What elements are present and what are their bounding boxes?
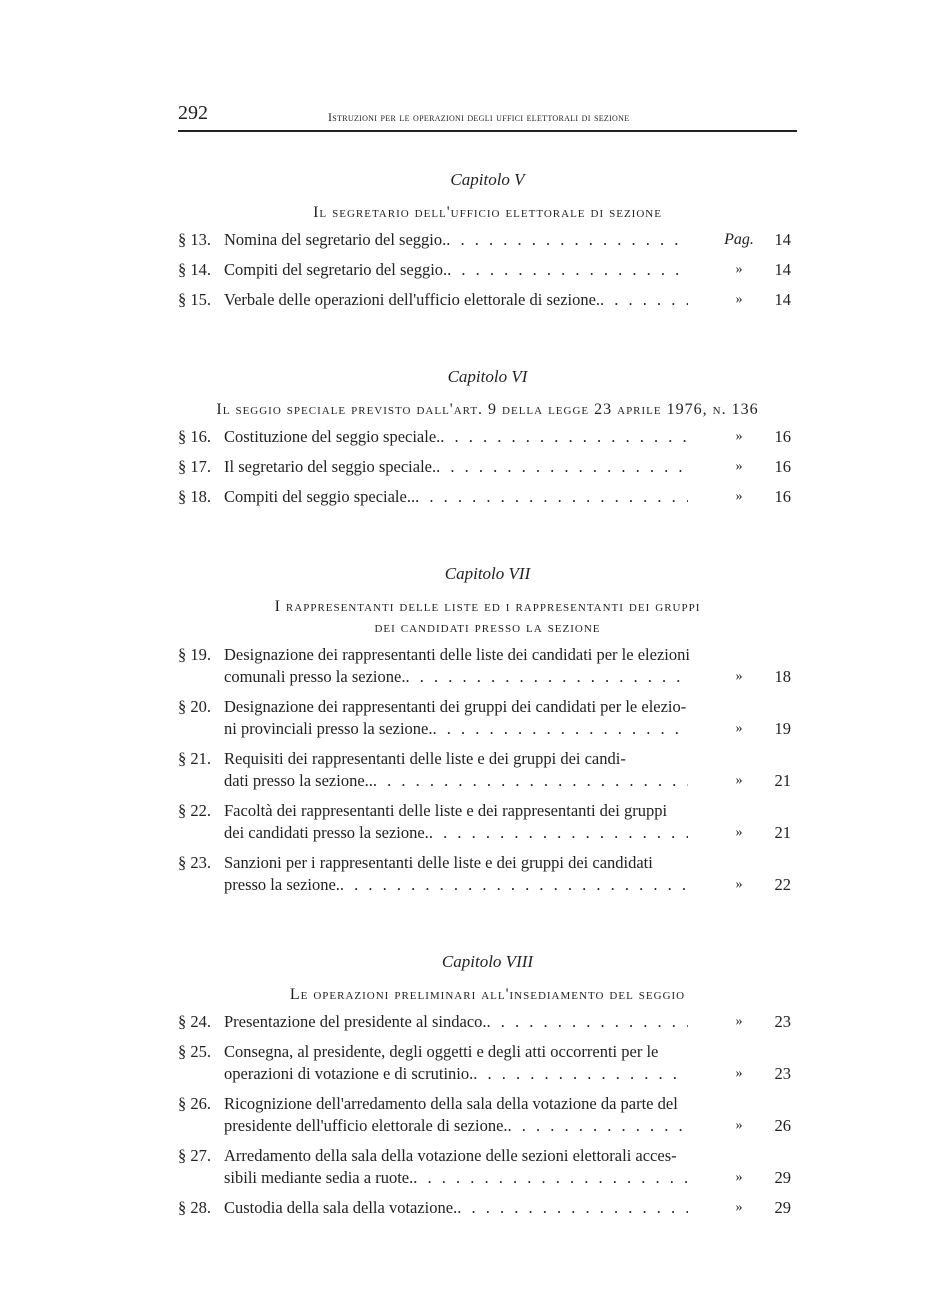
section-number: § 23. [178, 853, 211, 872]
entry-title [224, 1197, 714, 1219]
entry-text: Compiti del segretario del seggio. [224, 260, 448, 279]
entry-title [224, 456, 714, 478]
entry-text: Designazione dei rappresentanti delle liste dei candidati per le elezioni [224, 645, 690, 664]
page-marker: » [735, 669, 743, 684]
toc-entry [178, 1197, 797, 1219]
chapter-section [178, 319, 797, 508]
page-header [178, 100, 797, 132]
section-number: § 17. [178, 457, 211, 476]
spacer [178, 516, 797, 564]
entry-last-line [224, 486, 688, 508]
dot-leader [436, 456, 688, 478]
toc-entry [178, 800, 797, 844]
entry-title [224, 748, 714, 792]
page-marker: » [735, 292, 743, 307]
spacer [178, 319, 797, 367]
toc-entry [178, 259, 797, 281]
page-ref: 16 [774, 427, 791, 446]
page-marker: » [735, 459, 743, 474]
entry-text: Requisiti dei rappresentanti delle liste e dei gruppi dei candi- [224, 749, 626, 768]
page-number: 292 [178, 102, 208, 124]
page-marker: » [735, 262, 743, 277]
entry-text: presso la sezione. [224, 875, 340, 894]
dot-leader [447, 259, 688, 281]
page-marker: » [735, 1200, 743, 1215]
page-ref: 16 [774, 487, 791, 506]
entry-text: Custodia della sala della votazione. [224, 1198, 458, 1217]
page-marker: Pag. [724, 231, 754, 248]
entry-title [224, 852, 714, 896]
entry-text: Consegna, al presidente, degli oggetti e degli atti occorrenti per le [224, 1042, 659, 1061]
chapter-title-line: I rappresentanti delle liste ed i rappresentanti dei gruppi [274, 598, 701, 615]
entry-text: Verbale delle operazioni dell'ufficio elettorale di sezione. [224, 290, 601, 309]
entry-text: Facoltà dei rappresentanti delle liste e dei rappresentanti dei gruppi [224, 801, 668, 820]
page-ref: 22 [774, 875, 791, 894]
entry-last-line [224, 1063, 688, 1085]
entry-title [224, 426, 714, 448]
chapter-title [178, 596, 797, 638]
dot-leader [487, 1011, 688, 1033]
dot-leader [340, 874, 688, 896]
page-ref: 29 [774, 1198, 791, 1217]
page-marker: » [735, 1170, 743, 1185]
page-ref: 14 [774, 260, 791, 279]
dot-leader [415, 486, 688, 508]
chapter-title-line: Le operazioni preliminari all'insediamento del seggio [289, 986, 686, 1003]
entry-title [224, 800, 714, 844]
page-ref: 29 [774, 1168, 791, 1187]
entry-text: Arredamento della sala della votazione delle sezioni elettorali acces- [224, 1146, 677, 1165]
entry-text: Sanzioni per i rappresentanti delle liste e dei gruppi dei candidati [224, 853, 653, 872]
entry-text: Nomina del segretario del seggio. [224, 230, 447, 249]
page-marker: » [735, 877, 743, 892]
dot-leader [373, 770, 688, 792]
entry-title [224, 1093, 714, 1137]
entry-title [224, 229, 714, 251]
section-number: § 22. [178, 801, 211, 820]
chapter-label: Capitolo VIII [441, 952, 534, 971]
page-marker: » [735, 429, 743, 444]
entry-text: Costituzione del seggio speciale. [224, 427, 441, 446]
chapter-label: Capitolo VI [447, 367, 528, 386]
entry-text: ni provinciali presso la sezione. [224, 719, 433, 738]
entry-last-line [224, 426, 688, 448]
toc-entry [178, 1093, 797, 1137]
spacer [178, 904, 797, 952]
dot-leader [405, 666, 688, 688]
page-ref: 16 [774, 457, 791, 476]
chapter-section [178, 516, 797, 896]
entry-last-line [224, 874, 688, 896]
page-marker: » [735, 1014, 743, 1029]
toc-entry [178, 426, 797, 448]
entry-last-line [224, 770, 688, 792]
entry-last-line [224, 666, 688, 688]
entry-title [224, 696, 714, 740]
entry-title [224, 486, 714, 508]
page-marker: » [735, 825, 743, 840]
table-of-contents [178, 170, 797, 1227]
section-number: § 26. [178, 1094, 211, 1113]
section-number: § 19. [178, 645, 211, 664]
entry-last-line [224, 1011, 688, 1033]
section-number: § 20. [178, 697, 211, 716]
entry-last-line [224, 718, 688, 740]
entry-text: dei candidati presso la sezione. [224, 823, 429, 842]
entry-text: Il segretario del seggio speciale. [224, 457, 437, 476]
entry-text: Presentazione del presidente al sindaco. [224, 1012, 487, 1031]
section-number: § 13. [178, 230, 211, 249]
entry-last-line [224, 259, 688, 281]
page-ref: 23 [774, 1012, 791, 1031]
dot-leader [473, 1063, 688, 1085]
section-number: § 16. [178, 427, 211, 446]
page-marker: » [735, 489, 743, 504]
chapter-title [178, 399, 797, 420]
section-number: § 14. [178, 260, 211, 279]
toc-entry [178, 1041, 797, 1085]
entry-last-line [224, 289, 688, 311]
page-ref: 21 [774, 823, 791, 842]
chapter-title [178, 202, 797, 223]
toc-entry [178, 696, 797, 740]
toc-entry [178, 456, 797, 478]
chapter-title-line: dei candidati presso la sezione [374, 619, 601, 636]
dot-leader [600, 289, 688, 311]
entry-last-line [224, 1115, 688, 1137]
entry-last-line [224, 822, 688, 844]
toc-entry [178, 1011, 797, 1033]
page-marker: » [735, 1066, 743, 1081]
entry-text: Designazione dei rappresentanti dei gruppi dei candidati per le elezio- [224, 697, 687, 716]
toc-entry [178, 486, 797, 508]
chapter-section [178, 904, 797, 1219]
toc-entry [178, 289, 797, 311]
section-number: § 27. [178, 1146, 211, 1165]
entry-text: presidente dell'ufficio elettorale di sezione. [224, 1116, 508, 1135]
page-marker: » [735, 773, 743, 788]
entry-text: dati presso la sezione.. [224, 771, 373, 790]
entry-text: operazioni di votazione e di scrutinio. [224, 1064, 474, 1083]
entry-title [224, 644, 714, 688]
dot-leader [413, 1167, 688, 1189]
page-ref: 14 [774, 290, 791, 309]
dot-leader [508, 1115, 688, 1137]
entry-title [224, 259, 714, 281]
dot-leader [457, 1197, 688, 1219]
entry-last-line [224, 229, 688, 251]
chapter-title [178, 984, 797, 1005]
page-marker: » [735, 1118, 743, 1133]
entry-last-line [224, 456, 688, 478]
entry-title [224, 289, 714, 311]
chapter-section [178, 170, 797, 311]
page-ref: 18 [774, 667, 791, 686]
page-marker: » [735, 721, 743, 736]
page-ref: 14 [774, 230, 791, 249]
dot-leader [429, 822, 688, 844]
chapter-title-line: Il seggio speciale previsto dall'art. 9 della legge 23 aprile 1976, n. 136 [216, 401, 759, 418]
chapter-label: Capitolo VII [444, 564, 531, 583]
dot-leader [440, 426, 688, 448]
toc-entry [178, 1145, 797, 1189]
running-title: istruzioni per le operazioni degli uffici elettorali di sezione [328, 110, 630, 124]
entry-text: comunali presso la sezione. [224, 667, 406, 686]
section-number: § 21. [178, 749, 211, 768]
entry-title [224, 1145, 714, 1189]
page-ref: 23 [774, 1064, 791, 1083]
entry-title [224, 1011, 714, 1033]
page-ref: 26 [774, 1116, 791, 1135]
entry-text: Compiti del seggio speciale.. [224, 487, 416, 506]
section-number: § 15. [178, 290, 211, 309]
chapter-title-line: Il segretario dell'ufficio elettorale di sezione [313, 204, 662, 221]
entry-last-line [224, 1167, 688, 1189]
section-number: § 18. [178, 487, 211, 506]
toc-entry [178, 644, 797, 688]
page-ref: 21 [774, 771, 791, 790]
toc-entry [178, 852, 797, 896]
chapter-label: Capitolo V [450, 170, 525, 189]
section-number: § 24. [178, 1012, 211, 1031]
entry-text: sibili mediante sedia a ruote. [224, 1168, 414, 1187]
dot-leader [432, 718, 688, 740]
entry-title [224, 1041, 714, 1085]
entry-text: Ricognizione dell'arredamento della sala della votazione da parte del [224, 1094, 678, 1113]
section-number: § 25. [178, 1042, 211, 1061]
toc-entry [178, 229, 797, 251]
entry-last-line [224, 1197, 688, 1219]
toc-entry [178, 748, 797, 792]
dot-leader [446, 229, 688, 251]
page-ref: 19 [774, 719, 791, 738]
section-number: § 28. [178, 1198, 211, 1217]
